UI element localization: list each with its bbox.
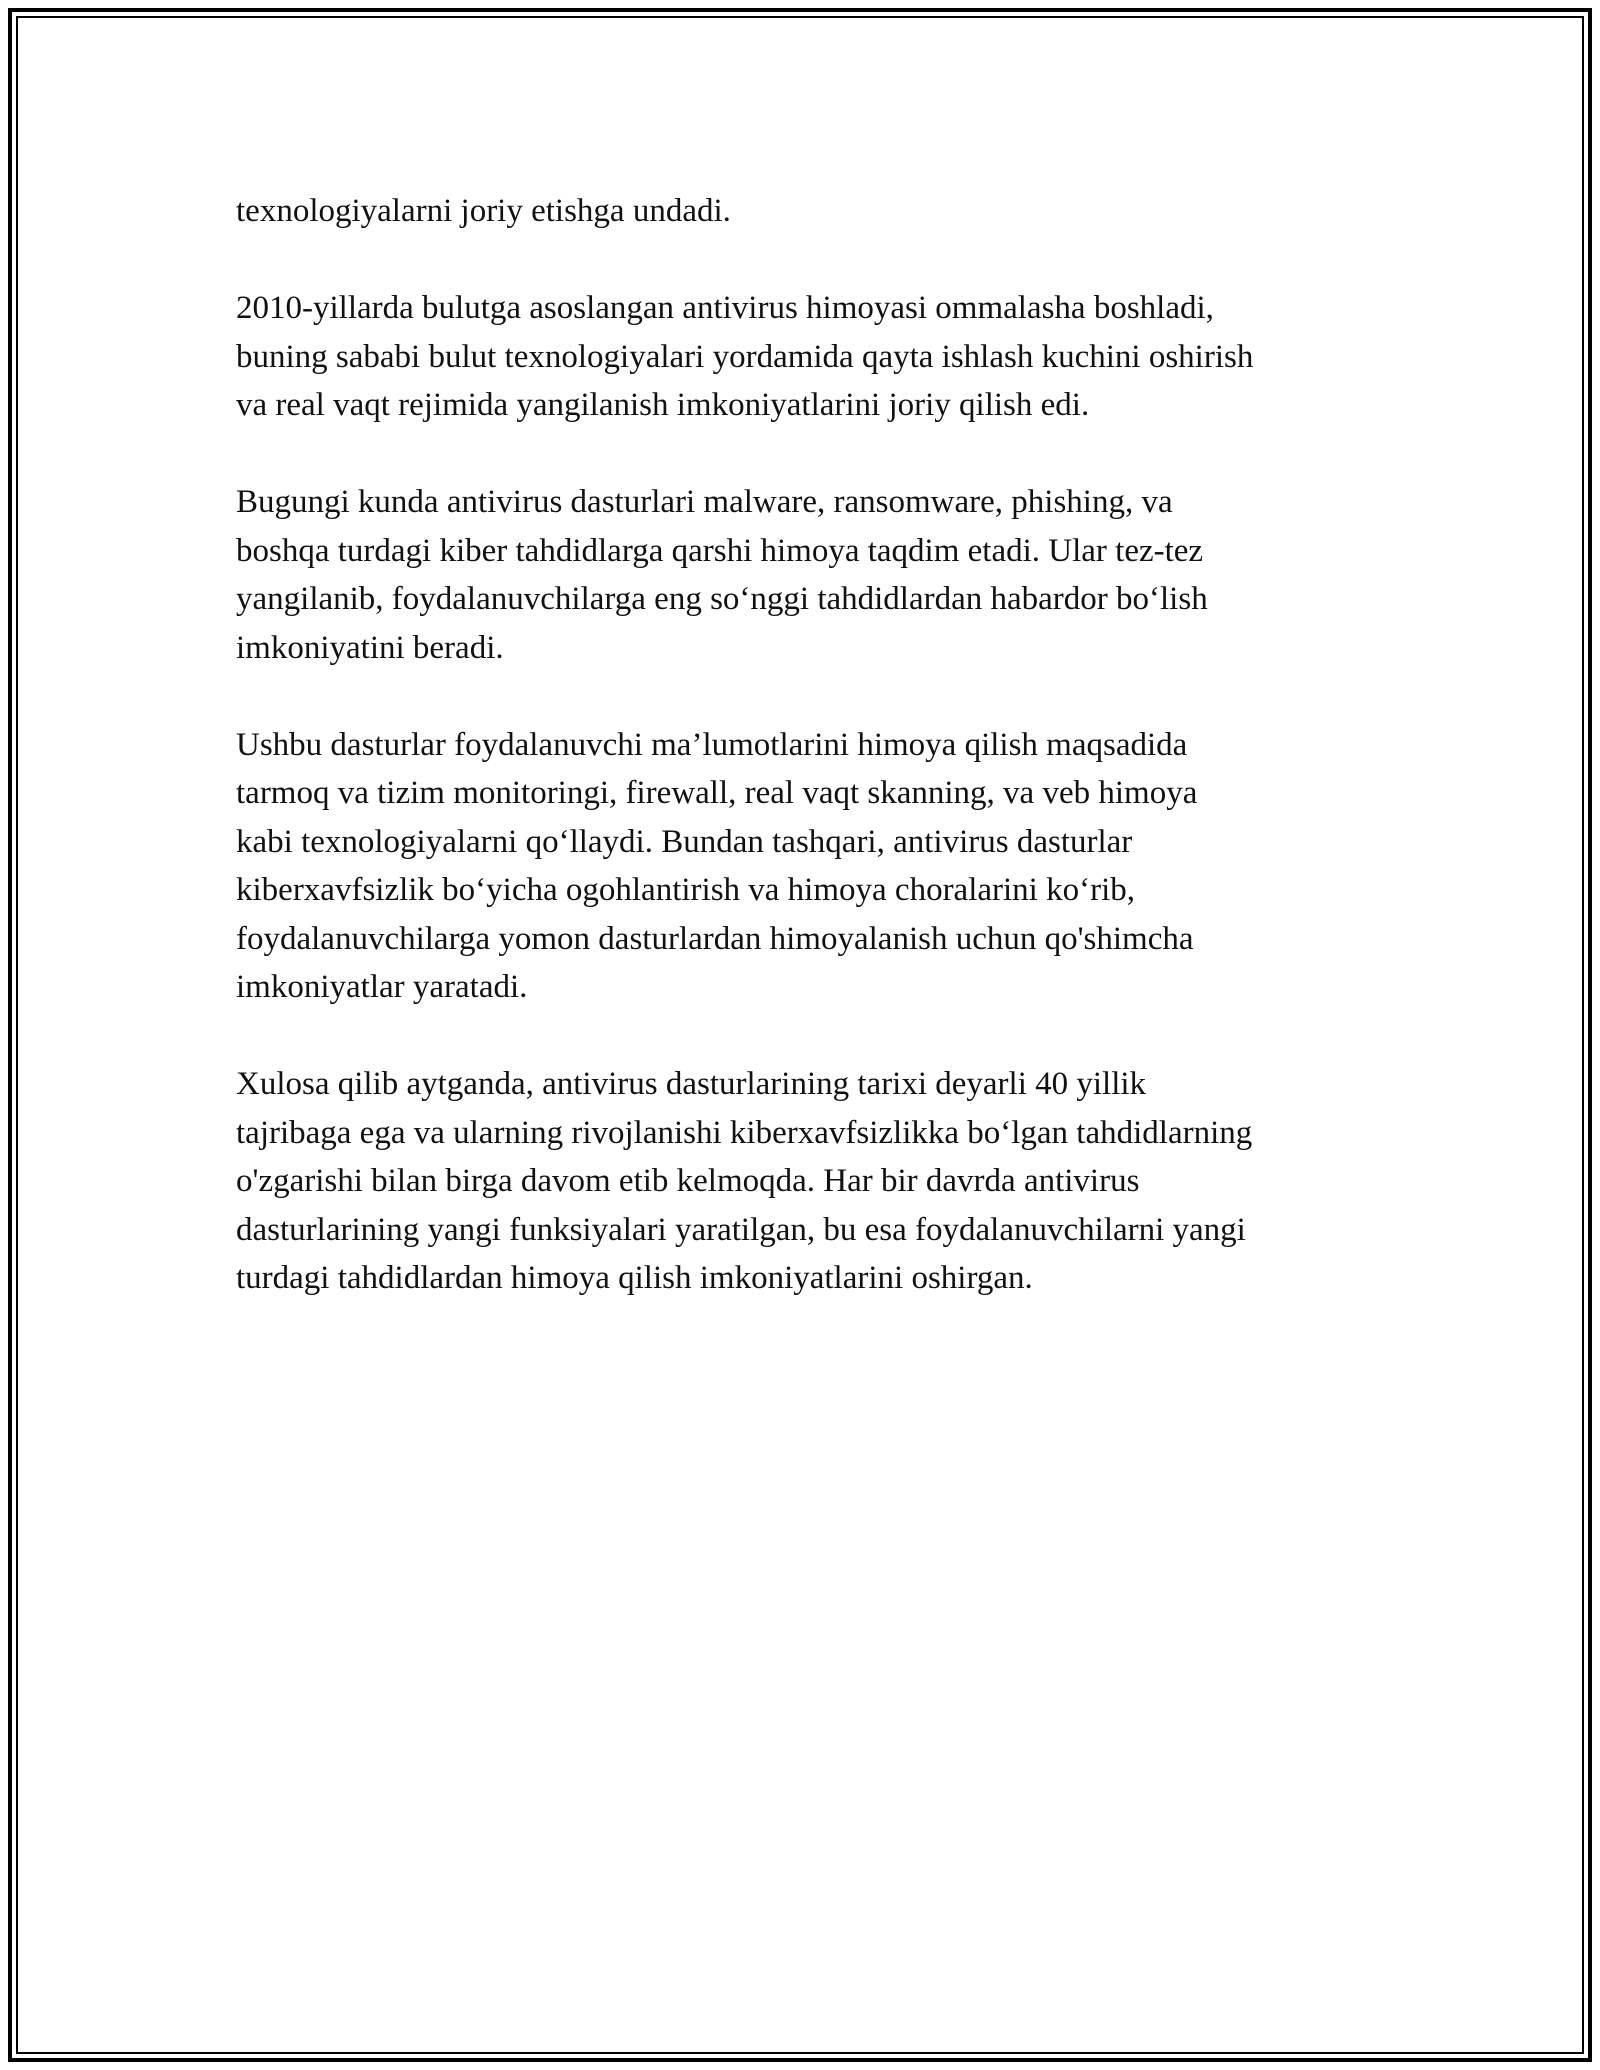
document-body [236, 187, 1406, 1351]
paragraph-conclusion: Xulosa qilib aytganda, antivirus dasturlarining tarixi deyarli 40 yillik tajribaga ega va ularning rivojlanishi kiberxavfsizlikka bo‘lgan tahdidlarning o'zgarishi bilan birga davom etib kelmoqda. Har bir davrda antivirus dasturlarining yangi funksiyalari yaratilgan, bu esa foydalanuvchilarni yangi turdagi tahdidlardan himoya qilish imkoniyatlarini oshirgan. [236, 1066, 1253, 1296]
paragraph-modern-threats: Bugungi kunda antivirus dasturlari malware, ransomware, phishing, va boshqa turdagi kiber tahdidlarga qarshi himoya taqdim etadi. Ular tez-tez yangilanib, foydalanuvchilarga eng so‘nggi tahdidlardan habardor bo‘lish imkoniyatini beradi. [236, 484, 1208, 666]
paragraph-continuation: texnologiyalarni joriy etishga undadi. [236, 193, 731, 229]
paragraph-technologies: Ushbu dasturlar foydalanuvchi ma’lumotlarini himoya qilish maqsadida tarmoq va tizim monitoringi, firewall, real vaqt skanning, va veb himoya kabi texnologiyalarni qo‘llaydi. Bundan tashqari, antivirus dasturlar kiberxavfsizlik bo‘yicha ogohlantirish va himoya choralarini ko‘rib, foydalanuvchilarga yomon dasturlardan himoyalanish uchun qo'shimcha imkoniyatlar yaratadi. [236, 726, 1198, 1005]
paragraph-cloud-protection: 2010-yillarda bulutga asoslangan antivirus himoyasi ommalasha boshladi, buning sababi bulut texnologiyalari yordamida qayta ishlash kuchini oshirish va real vaqt rejimida yangilanish imkoniyatlarini joriy qilish edi. [236, 290, 1254, 423]
